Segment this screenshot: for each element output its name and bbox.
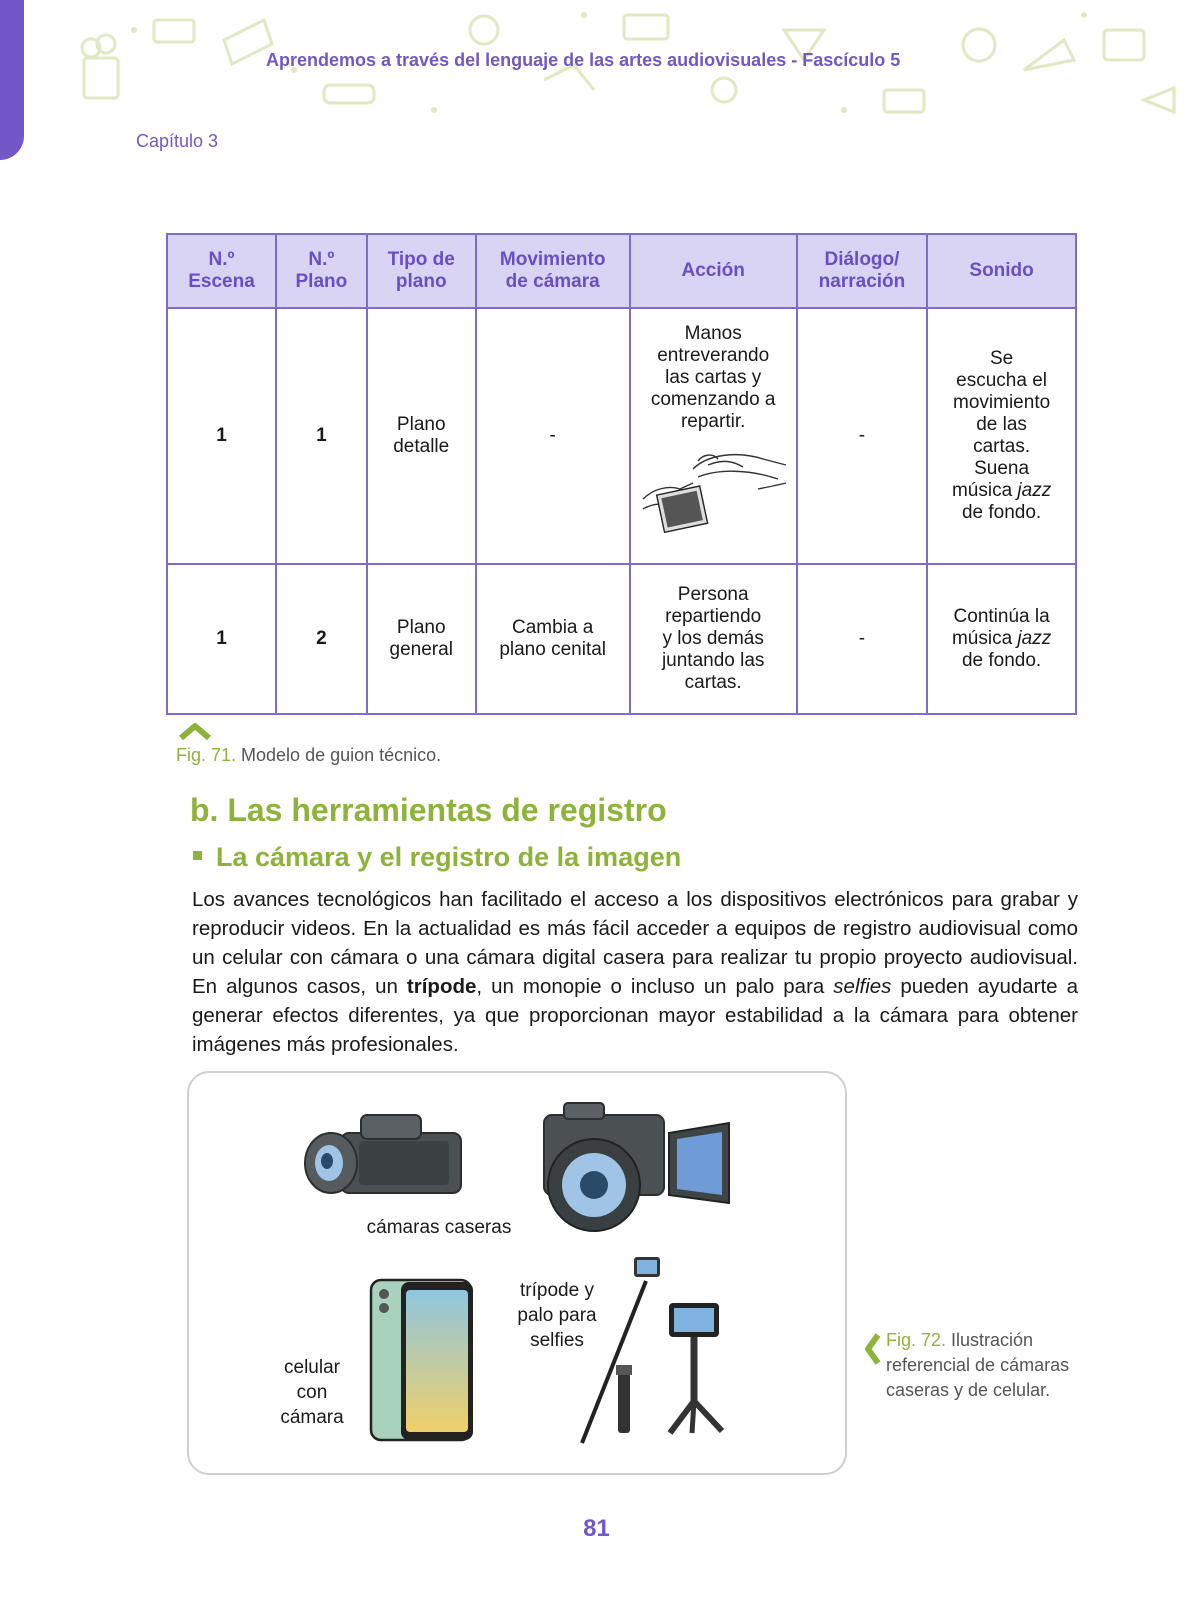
cell-dialogo: -: [797, 564, 927, 714]
table-header-row: [167, 234, 1076, 308]
technical-script-table: [166, 233, 1077, 715]
figure-72-caption: Fig. 72. Ilustración referencial de cámaras caseras y de celular.: [886, 1330, 1070, 1400]
header-plano: N.º Plano: [276, 234, 367, 308]
subsection-title: La cámara y el registro de la imagen: [193, 842, 681, 873]
page-number: 81: [583, 1515, 610, 1542]
figure-71-caption: Fig. 71. Modelo de guion técnico.: [176, 745, 442, 765]
label-tripode: trípode y palo para selfies: [517, 1280, 597, 1351]
figure-72-box: [187, 1071, 847, 1475]
section-title: b. Las herramientas de registro: [190, 792, 667, 828]
cell-tipo: Plano detalle: [367, 308, 476, 564]
smartphone-illustration: [369, 1278, 479, 1448]
body-paragraph: Los avances tecnológicos han facilitado el acceso a los dispositivos electrónicos para grabar y reproducir videos. En la actualidad es más fácil acceder a equipos de registro audiovisual como un celular con cámara o una cámara digital casera para realizar tu propio proyecto audiovisual. En algunos casos, un trípode, un monopie o incluso un palo para selfies pueden ayudarte a generar efectos diferentes, ya que proporcionan mayor estabilidad a la cámara para obtener imágenes más profesionales.: [192, 888, 1078, 1056]
cell-accion: Manos entreverando las cartas y comenzando a repartir.: [630, 308, 797, 564]
cell-sonido: Se escucha el movimiento de las cartas. Suena música jazz de fondo.: [927, 308, 1076, 564]
header-escena: N.º Escena: [167, 234, 276, 308]
cell-movimiento: Cambia a plano cenital: [476, 564, 630, 714]
cell-plano: 2: [276, 564, 367, 714]
header-dialogo: Diálogo/ narración: [797, 234, 927, 308]
camcorder-illustration: [301, 1103, 471, 1213]
hands-shuffling-cards-illustration: [638, 439, 788, 539]
cell-movimiento: -: [476, 308, 630, 564]
label-celular: celular con cámara: [280, 1357, 344, 1428]
header-sonido: Sonido: [927, 234, 1076, 308]
square-bullet-icon: [193, 851, 202, 860]
cell-dialogo: -: [797, 308, 927, 564]
caret-left-icon: [864, 1332, 882, 1366]
table-row: [167, 308, 1076, 564]
chapter-tab: [0, 0, 24, 160]
cell-escena: 1: [167, 308, 276, 564]
cell-plano: 1: [276, 308, 367, 564]
cell-escena: 1: [167, 564, 276, 714]
label-camaras-caseras: cámaras caseras: [366, 1217, 512, 1238]
table-row: [167, 564, 1076, 714]
header-accion: Acción: [630, 234, 797, 308]
header-tipo-plano: Tipo de plano: [367, 234, 476, 308]
cell-accion: Persona repartiendo y los demás juntando las cartas.: [630, 564, 797, 714]
digital-camera-illustration: [534, 1095, 734, 1235]
header-movimiento: Movimiento de cámara: [476, 234, 630, 308]
chapter-label: Capítulo 3: [136, 131, 219, 151]
cell-sonido: Continúa la música jazz de fondo.: [927, 564, 1076, 714]
cell-tipo: Plano general: [367, 564, 476, 714]
tripod-and-selfie-stick-illustration: [574, 1253, 734, 1453]
caret-up-icon: [178, 721, 212, 741]
header-title: Aprendemos a través del lenguaje de las artes audiovisuales - Fascículo 5: [266, 50, 901, 70]
